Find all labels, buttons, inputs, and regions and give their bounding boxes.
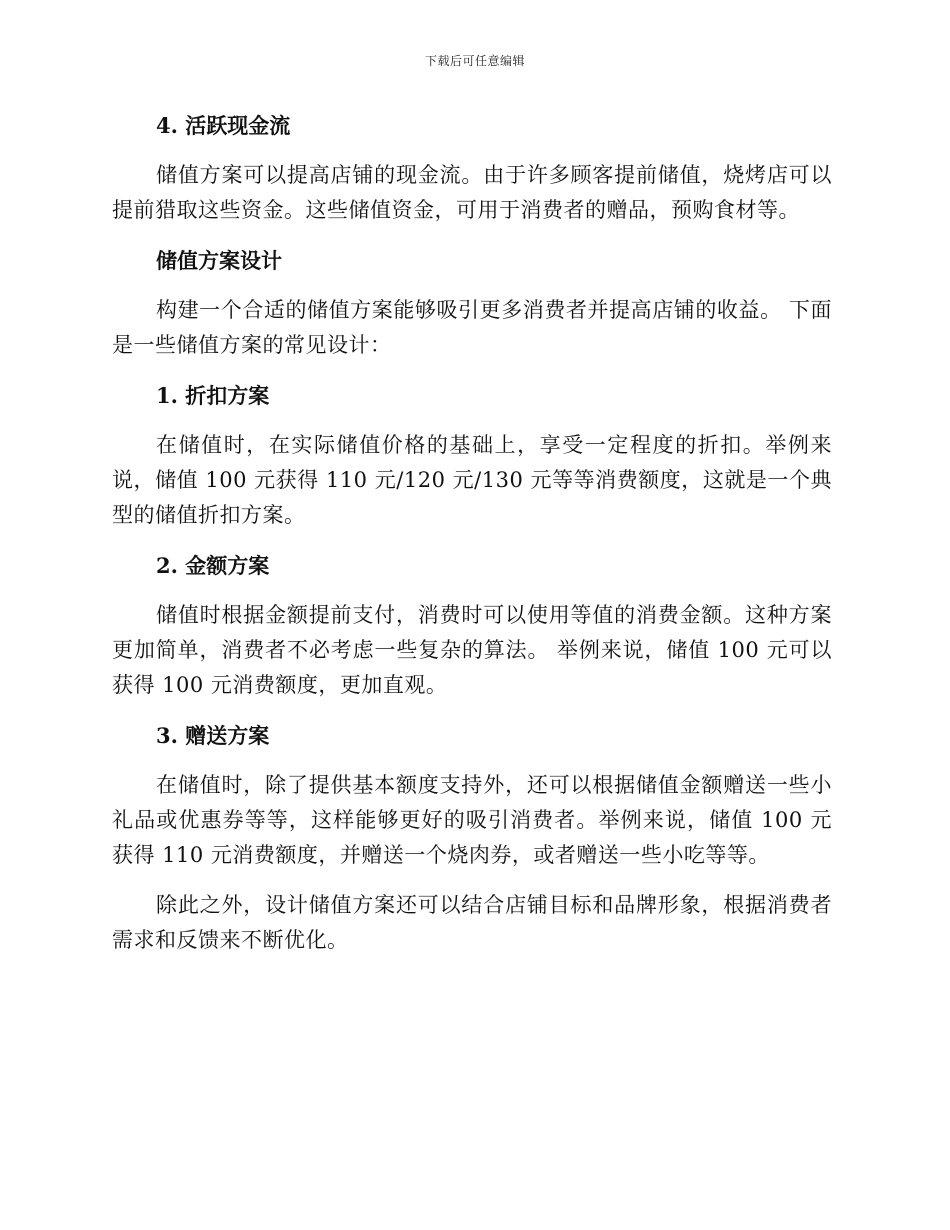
section-heading-plan-design: 储值方案设计	[156, 248, 282, 273]
section-heading-amount-plan: 2. 金额方案	[156, 553, 270, 578]
paragraph-amount-plan: 储值时根据金额提前支付，消费时可以使用等值的消费金额。这种方案更加简单，消费者不必考虑一些复杂的算法。 举例来说，储值 100 元可以获得 100 元消费额度，更加直观。	[112, 603, 832, 697]
section-heading-discount-plan: 1. 折扣方案	[156, 383, 270, 408]
paragraph-cash-flow: 储值方案可以提高店铺的现金流。由于许多顾客提前储值，烧烤店可以提前猎取这些资金。这些储值资金，可用于消费者的赠品，预购食材等。	[112, 163, 832, 222]
document-body	[112, 108, 832, 973]
paragraph-gift-plan: 在储值时，除了提供基本额度支持外，还可以根据储值金额赠送一些小礼品或优惠券等等，这样能够更好的吸引消费者。举例来说，储值 100 元获得 110 元消费额度，并赠送一个烧肉券，或者赠送一些小吃等等。	[112, 773, 832, 867]
header-note: 下载后可任意编辑	[424, 54, 525, 68]
paragraph-plan-design-intro: 构建一个合适的储值方案能够吸引更多消费者并提高店铺的收益。 下面是一些储值方案的常见设计：	[112, 298, 832, 357]
section-heading-cash-flow: 4. 活跃现金流	[156, 113, 291, 138]
paragraph-conclusion: 除此之外，设计储值方案还可以结合店铺目标和品牌形象，根据消费者需求和反馈来不断优化。	[112, 893, 832, 952]
section-heading-gift-plan: 3. 赠送方案	[156, 723, 270, 748]
paragraph-discount-plan: 在储值时，在实际储值价格的基础上，享受一定程度的折扣。举例来说，储值 100 元获得 110 元/120 元/130 元等等消费额度，这就是一个典型的储值折扣方案。	[112, 433, 832, 527]
